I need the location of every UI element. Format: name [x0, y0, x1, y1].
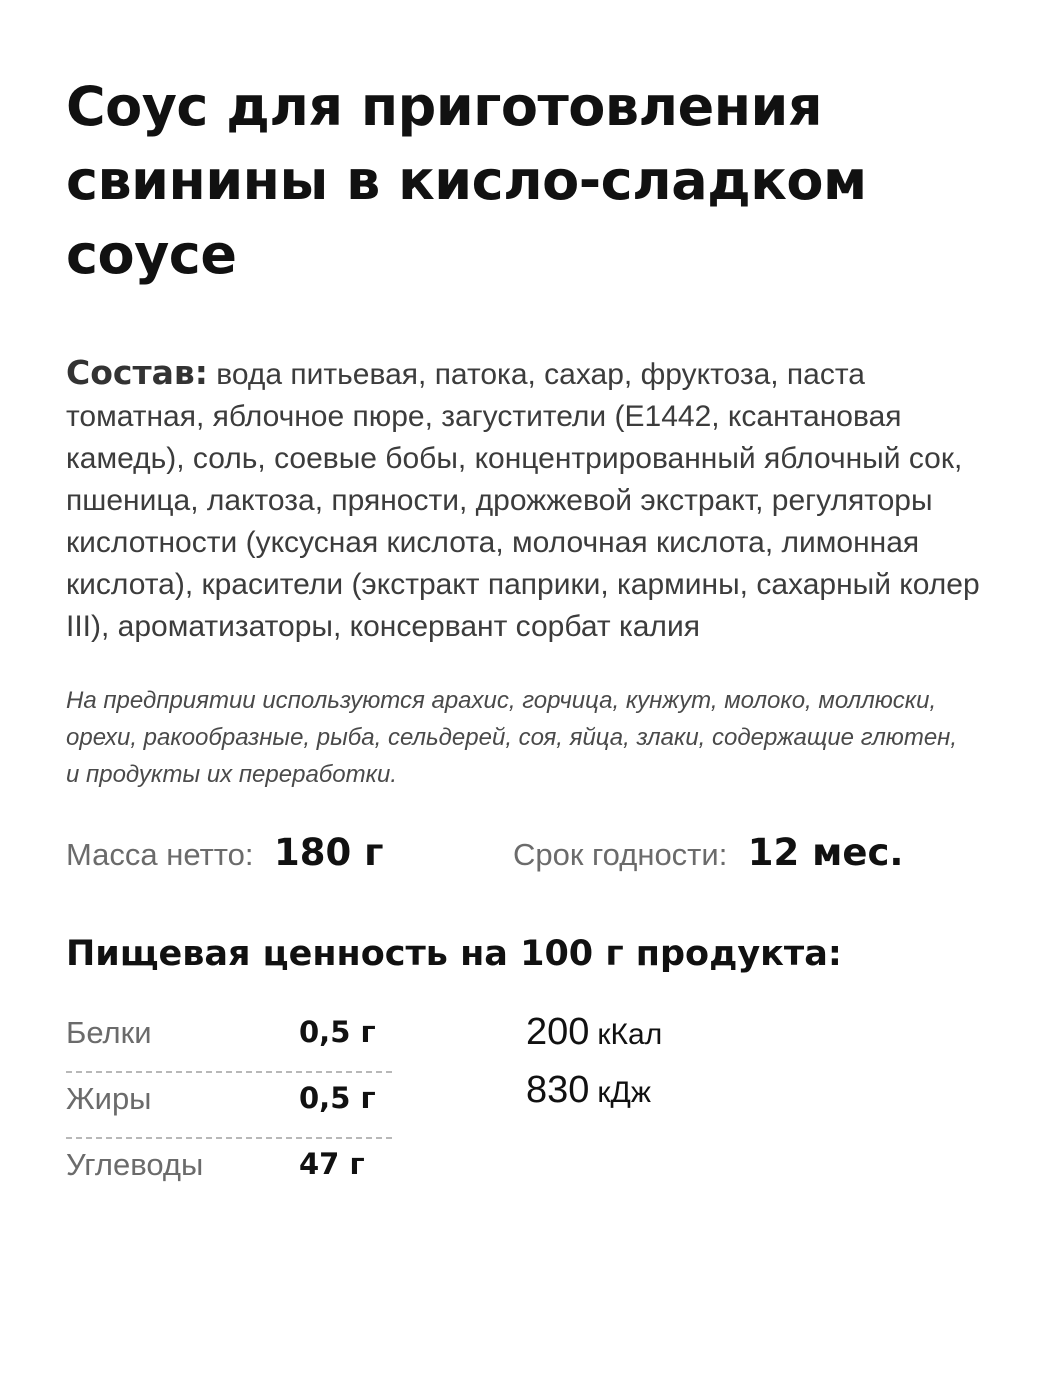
product-title [66, 70, 986, 292]
nutrition-row-fat [66, 1073, 392, 1139]
nutrition-row-value: 47 г [299, 1147, 365, 1181]
nutrition-row-value: 0,5 г [299, 1015, 376, 1049]
net-mass-label: Масса нетто: [66, 837, 254, 872]
nutrition-row-name: Углеводы [66, 1147, 204, 1182]
energy-kj-unit: кДж [597, 1076, 651, 1109]
product-title-line-2: свинины в кисло-сладком [66, 149, 867, 212]
composition-block [66, 352, 986, 648]
product-title-line-3: соусе [66, 223, 237, 286]
nutrition-row-name: Белки [66, 1015, 152, 1050]
energy-kcal [526, 1011, 662, 1069]
nutrition-facts [66, 1007, 986, 1207]
nutrition-row-carbs [66, 1139, 392, 1203]
energy-kj-value: 830 [526, 1069, 590, 1111]
product-stats [66, 831, 986, 881]
shelf-life-label: Срок годности: [513, 837, 728, 872]
net-mass [66, 831, 383, 874]
nutrition-row-value: 0,5 г [299, 1081, 376, 1115]
product-label [66, 70, 986, 1207]
shelf-life [513, 831, 903, 874]
shelf-life-value: 12 мес. [747, 831, 904, 874]
nutrition-row-protein [66, 1007, 392, 1073]
composition-label: Состав: [66, 353, 208, 392]
composition-text: вода питьевая, патока, сахар, фруктоза, паста томатная, яблочное пюре, загустители (E1442, ксантановая камедь), соль, соевые бобы, концентрированный яблочный сок, пшеница, лактоза, пряности, дрожжевой экстракт, регуляторы кислотности (уксусная кислота, молочная кислота, лимонная кислота), красители (экстракт паприки, кармины, сахарный колер III), ароматизаторы, консервант сорбат калия [66, 358, 980, 643]
energy-values [526, 1011, 662, 1127]
nutrition-table [66, 1007, 392, 1203]
nutrition-title: Пищевая ценность на 100 г продукта: [66, 934, 842, 974]
energy-kcal-unit: кКал [597, 1018, 663, 1051]
energy-kj [526, 1069, 662, 1127]
net-mass-value: 180 г [273, 831, 384, 874]
nutrition-row-name: Жиры [66, 1081, 152, 1116]
product-title-line-1: Соус для приготовления [66, 75, 823, 138]
allergen-notice: На предприятии используются арахис, горчица, кунжут, молоко, моллюски, орехи, ракообразные, рыба, сельдерей, соя, яйца, злаки, содержащие глютен, и продукты их переработки. [66, 687, 958, 788]
energy-kcal-value: 200 [526, 1011, 590, 1053]
